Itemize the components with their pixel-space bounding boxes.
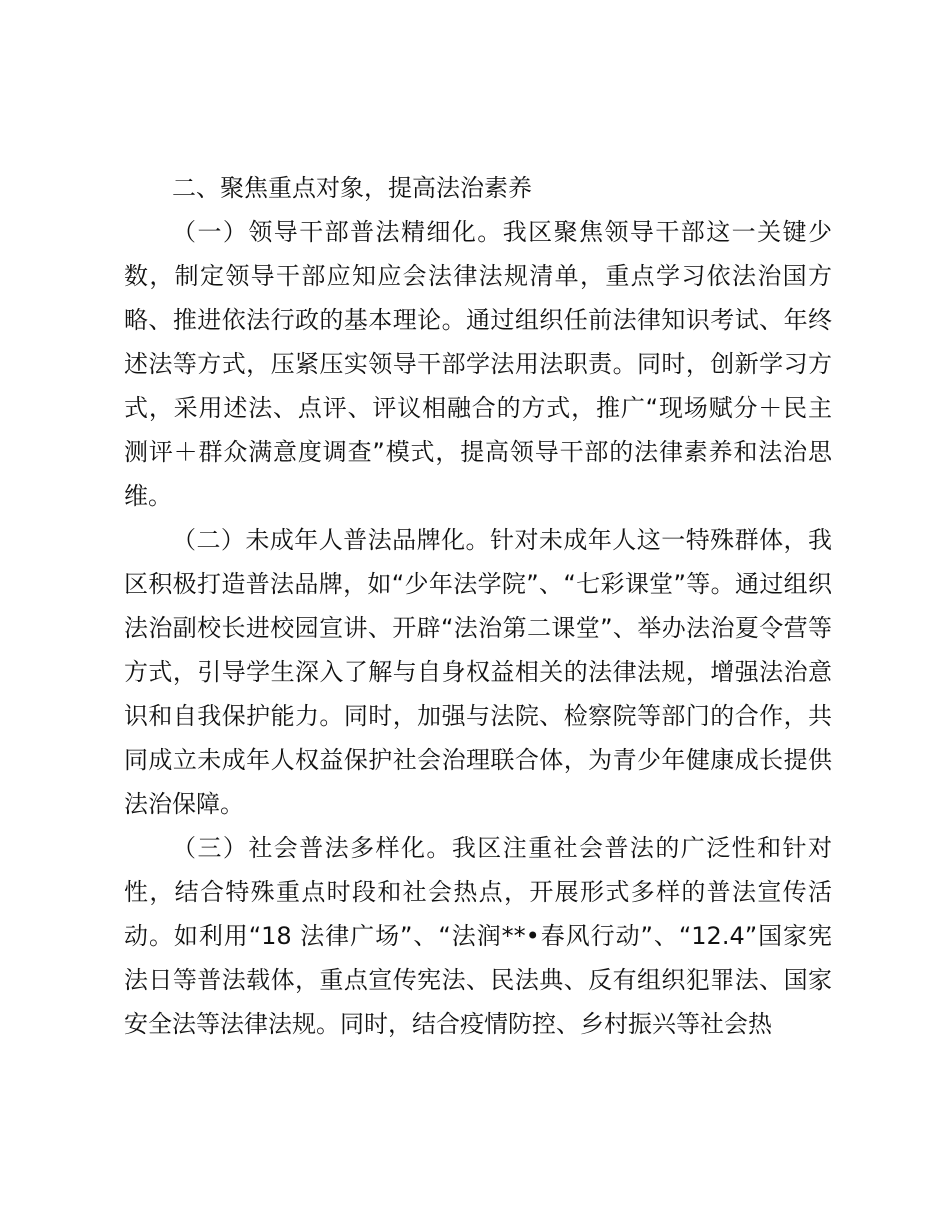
paragraph-minors: （二）未成年人普法品牌化。针对未成年人这一特殊群体，我区积极打造普法品牌，如“少年法学院”、“七彩课堂”等。通过组织法治副校长进校园宣讲、开辟“法治第二课堂”、举办法治夏令营等方式，引导学生深入了解与自身权益相关的法律法规，增强法治意识和自我保护能力。同时，加强与法院、检察院等部门的合作，共同成立未成年人权益保护社会治理联合体，为青少年健康成长提供法治保障。 — [124, 526, 832, 818]
section-heading: 二、聚焦重点对象，提高法治素养 — [172, 174, 532, 202]
document-body — [124, 166, 832, 1046]
paragraph-leading-cadres: （一）领导干部普法精细化。我区聚焦领导干部这一关键少数，制定领导干部应知应会法律法规清单，重点学习依法治国方略、推进依法行政的基本理论。通过组织任前法律知识考试、年终述法等方式，压紧压实领导干部学法用法职责。同时，创新学习方式，采用述法、点评、评议相融合的方式，推广“现场赋分＋民主测评＋群众满意度调查”模式，提高领导干部的法律素养和法治思维。 — [124, 218, 832, 510]
paragraph-society: （三）社会普法多样化。我区注重社会普法的广泛性和针对性，结合特殊重点时段和社会热点，开展形式多样的普法宣传活动。如利用“18 法律广场”、“法润**•春风行动”、“12.4”国家宪法日等普法载体，重点宣传宪法、民法典、反有组织犯罪法、国家安全法等法律法规。同时，结合疫情防控、乡村振兴等社会热 — [124, 834, 832, 1038]
